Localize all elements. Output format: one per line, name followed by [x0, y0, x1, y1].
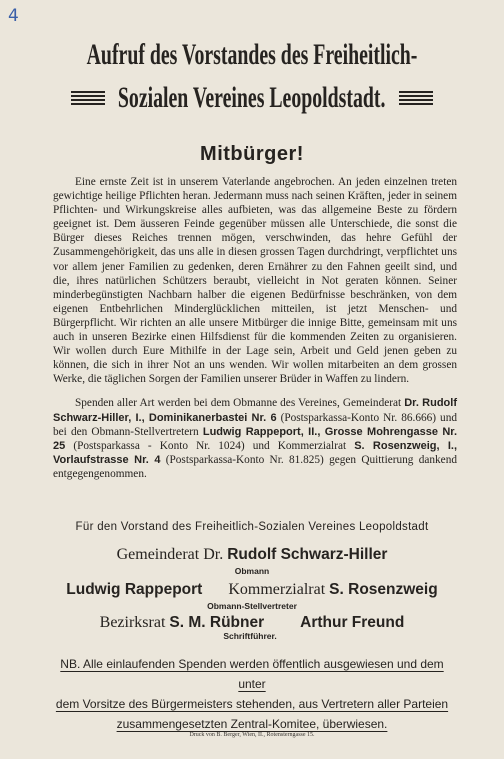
deputy2-name: S. Rosenzweig: [329, 581, 438, 598]
chair-address: Dr. Rudolf Schwarz-Hiller, I., Dominikanerbastei Nr. 6: [53, 397, 457, 424]
handwritten-number: 4: [8, 6, 19, 26]
title-line-2-row: [35, 80, 469, 116]
donation-text-2: (Postsparkassa-Konto Nr. 86.666) und bei den Obmann-Stellvertretern: [53, 411, 458, 438]
right-ornament-rule: [399, 91, 433, 105]
notice-line-2: dem Vorsitze des Bürgermeisters stehenden, aus Vertretern aller Parteien: [55, 697, 449, 711]
title-line-2: Sozialen Vereines Leopoldstadt.: [118, 81, 386, 114]
chair-name: Rudolf Schwarz-Hiller: [227, 546, 388, 563]
left-ornament-rule: [71, 91, 105, 105]
secretary-role: Schriftführer.: [223, 631, 277, 641]
notice-line-1: NB. Alle einlaufenden Spenden werden öffentlich ausgewiesen und dem unter: [60, 657, 444, 691]
deputy2-address: S. Rosenzweig, I., Vorlaufstrasse Nr. 4: [53, 439, 458, 466]
donation-text-1: Spenden aller Art werden bei dem Obmanne des Vereines, Gemeinderat: [75, 397, 405, 410]
secretaries-signature: [0, 614, 504, 632]
donation-text-3: (Postsparkassa - Konto Nr. 1024) und Kommerzialrat: [65, 439, 355, 452]
signature-intro: Für den Vorstand des Freiheitlich-Sozialen Vereines Leopoldstadt: [75, 521, 429, 533]
notice-block: [48, 654, 456, 734]
appeal-body: [53, 175, 457, 481]
deputies-signature: [0, 581, 504, 599]
title-line-1: Aufruf des Vorstandes des Freiheitlich-: [86, 38, 418, 71]
chair-signature: [0, 546, 504, 564]
deputy1-name: Ludwig Rappeport: [66, 581, 203, 598]
appeal-paragraph-2: [53, 396, 457, 481]
donation-text-4: (Postsparkassa-Konto Nr. 81.825) gegen Quittierung dankend entgegengenommen.: [53, 453, 457, 480]
appeal-paragraph-1: Eine ernste Zeit ist in unserem Vaterlande angebrochen. An jeden einzelnen treten gewichtige heilige Pflichten heran. Jedermann muss nach seinen Kräften, jeder in seinem Pflichten- und Wirkungskreise alles aufbieten, was das allgemeine Beste zu fördern geeignet ist. Dem äusseren Feinde gegenüber müssen alle Unterschiede, die sonst die Bürger dieses Reiches trennen mögen, verschwinden, das hehre Gefühl der Zusammengehörigkeit, das uns alle in diesen grossen Tagen durchdringt, verpflichtet uns vor allem jener Familien zu gedenken, deren Ernährer zu den Fahnen geeilt sind, und die, ihres natürlichen Schützers beraubt, vielleicht in Not geraten können. Seiner minderbegünstigten Nachbarn halber die eigenen Bedürfnisse beschränken, von dem eigenen Entbehrlichen Minderglücklichen mitteilen, ist jetzt Menschen- und Bürgerpflicht. Wir richten an alle unsere Mitbürger die innige Bitte, gemeinsam mit uns auch in unseren Bezirke einen Hilfsdienst für die kommenden Zeiten zu organisieren. Wir wollen durch Eure Mithilfe in der Lage sein, Arbeit und Geld jenen geben zu können, die sich in ihrer Not an uns wenden. Wir wollen mitarbeiten an dem grossen Werke, die täglichen Sorgen der Familien unserer Brüder in Waffen zu lindern.: [53, 176, 457, 386]
salutation-heading: Mitbürger!: [200, 143, 304, 165]
chair-role: Obmann: [234, 566, 270, 576]
secretary-title: Bezirksrat: [99, 614, 166, 631]
notice-line-3: zusammengesetzten Zentral-Komitee, überwiesen.: [116, 717, 388, 731]
deputy-role: Obmann-Stellvertreter: [207, 601, 297, 611]
other-member-name: Arthur Freund: [300, 614, 405, 631]
chair-title: Gemeinderat Dr.: [116, 546, 224, 563]
deputy2-title: Kommerzialrat: [228, 581, 326, 598]
secretary-name: S. M. Rübner: [169, 614, 265, 631]
printer-imprint: Druck von B. Berger, Wien, II., Rotensterngasse 15.: [189, 732, 315, 738]
deputy1-address: Ludwig Rappeport, II., Grosse Mohrengasse Nr. 25: [53, 425, 457, 452]
